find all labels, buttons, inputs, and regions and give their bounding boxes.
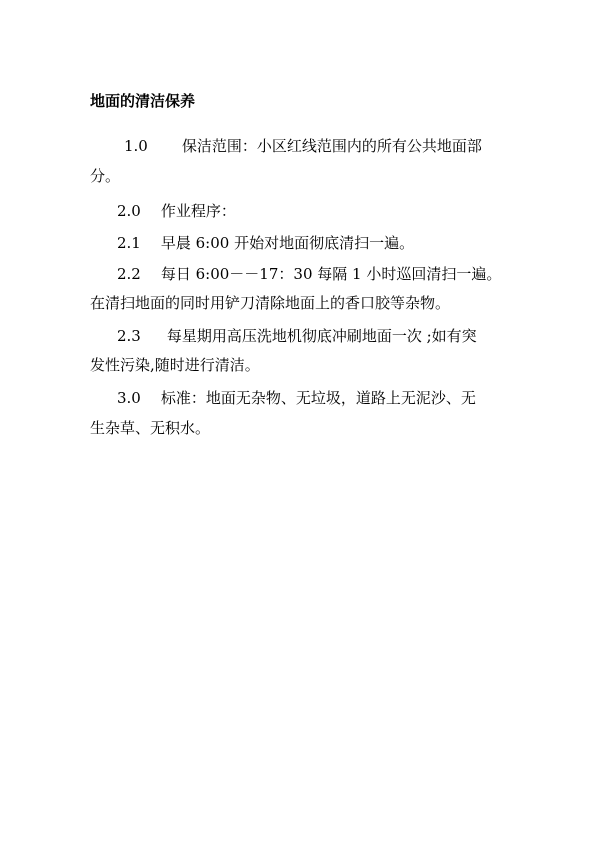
item-2-0-line1	[117, 201, 236, 221]
item-text: 作业程序：	[160, 202, 236, 220]
item-1-0-line2: 分。	[90, 167, 121, 185]
item-text: 保洁范围：小区红线范围内的所有公共地面部	[181, 137, 482, 155]
item-2-2-line2: 在清扫地面的同时用铲刀清除地面上的香口胶等杂物。	[90, 294, 451, 312]
item-number: 2.2	[117, 265, 141, 283]
item-number: 2.1	[117, 234, 141, 252]
item-2-2-line1	[117, 264, 501, 284]
item-3-0-line1	[117, 388, 476, 408]
item-2-3-line1	[117, 326, 477, 346]
item-number: 3.0	[117, 389, 141, 407]
item-number: 2.3	[117, 327, 141, 345]
item-3-0-line2: 生杂草、无积水。	[90, 419, 211, 437]
item-1-0-line1	[124, 136, 482, 156]
item-number: 1.0	[124, 137, 148, 155]
item-text: 每日 6:00－－17：30 每隔 1 小时巡回清扫一遍。	[160, 265, 502, 283]
document-title: 地面的清洁保养	[90, 92, 196, 110]
item-text: 标准：地面无杂物、无垃圾，道路上无泥沙、无	[160, 389, 476, 407]
item-text: 早晨 6:00 开始对地面彻底清扫一遍。	[160, 234, 415, 252]
item-number: 2.0	[117, 202, 141, 220]
item-text: 每星期用高压洗地机彻底冲刷地面一次 ;如有突	[166, 327, 477, 345]
item-2-3-line2: 发性污染,随时进行清洁。	[90, 356, 260, 374]
item-2-1-line1	[117, 233, 414, 253]
